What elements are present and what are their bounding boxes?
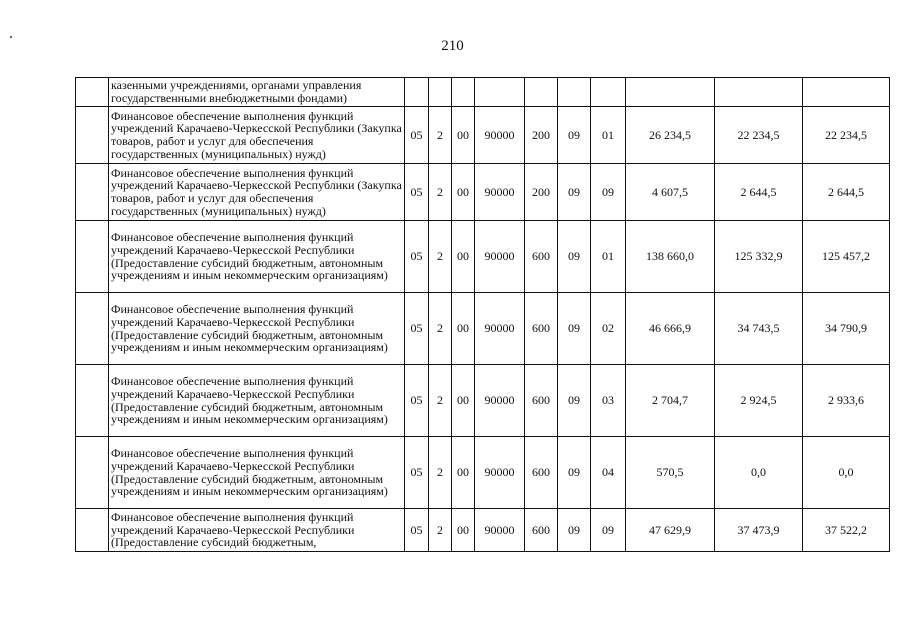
row-description: Финансовое обеспечение выполнения функций учреждений Карачаево-Черкесской Республики (Закупка товаров, работ и услуг для обеспечения государственных (муниципальных) нужд) <box>109 164 405 221</box>
code-section: 05 <box>405 509 429 552</box>
row-description: Финансовое обеспечение выполнения функций учреждений Карачаево-Черкесской Республики (Предоставление субсидий бюджетным, автономным учреждениям и иным некоммерческим организациям) <box>109 293 405 365</box>
code-program <box>429 78 452 107</box>
code-program: 2 <box>429 365 452 437</box>
page-number: 210 <box>441 38 464 54</box>
code-section: 05 <box>405 107 429 164</box>
code-expense-type: 600 <box>525 437 558 509</box>
code-expense-type: 200 <box>525 164 558 221</box>
amount-year-3: 2 644,5 <box>803 164 890 221</box>
amount-year-3: 37 522,2 <box>803 509 890 552</box>
code-direction: 90000 <box>475 107 525 164</box>
amount-year-1: 138 660,0 <box>626 221 715 293</box>
code-direction: 90000 <box>475 437 525 509</box>
row-number-cell <box>76 509 109 552</box>
code-subprogram: 00 <box>452 509 475 552</box>
code-subdivision: 01 <box>591 221 626 293</box>
amount-year-2: 34 743,5 <box>715 293 803 365</box>
code-program: 2 <box>429 107 452 164</box>
amount-year-3: 34 790,9 <box>803 293 890 365</box>
code-division: 09 <box>558 509 591 552</box>
code-division: 09 <box>558 164 591 221</box>
code-direction: 90000 <box>475 221 525 293</box>
code-subdivision: 02 <box>591 293 626 365</box>
code-section <box>405 78 429 107</box>
table-row <box>76 221 890 293</box>
amount-year-3: 2 933,6 <box>803 365 890 437</box>
code-subprogram: 00 <box>452 164 475 221</box>
code-division: 09 <box>558 221 591 293</box>
code-direction <box>475 78 525 107</box>
code-program: 2 <box>429 221 452 293</box>
amount-year-2: 2 924,5 <box>715 365 803 437</box>
code-expense-type: 600 <box>525 509 558 552</box>
row-number-cell <box>76 78 109 107</box>
row-description: Финансовое обеспечение выполнения функций учреждений Карачаево-Черкесской Республики (Предоставление субсидий бюджетным, автономным учреждениям и иным некоммерческим организациям) <box>109 221 405 293</box>
code-expense-type: 600 <box>525 293 558 365</box>
code-subdivision: 09 <box>591 164 626 221</box>
amount-year-1: 4 607,5 <box>626 164 715 221</box>
row-number-cell <box>76 437 109 509</box>
budget-table-body <box>76 78 890 552</box>
table-row <box>76 365 890 437</box>
code-program: 2 <box>429 164 452 221</box>
row-description: Финансовое обеспечение выполнения функций учреждений Карачаево-Черкесской Республики (Предоставление субсидий бюджетным, автономным учреждениям и иным некоммерческим организациям) <box>109 437 405 509</box>
amount-year-2 <box>715 78 803 107</box>
row-description: Финансовое обеспечение выполнения функций учреждений Карачаево-Черкесской Республики (Предоставление субсидий бюджетным, <box>109 509 405 552</box>
code-direction: 90000 <box>475 509 525 552</box>
code-section: 05 <box>405 365 429 437</box>
code-section: 05 <box>405 164 429 221</box>
table-row <box>76 509 890 552</box>
row-number-cell <box>76 221 109 293</box>
table-row <box>76 437 890 509</box>
code-subdivision: 04 <box>591 437 626 509</box>
code-subprogram: 00 <box>452 437 475 509</box>
amount-year-2: 125 332,9 <box>715 221 803 293</box>
code-program: 2 <box>429 509 452 552</box>
code-program: 2 <box>429 437 452 509</box>
amount-year-1: 570,5 <box>626 437 715 509</box>
code-subdivision: 01 <box>591 107 626 164</box>
code-division: 09 <box>558 365 591 437</box>
code-subprogram: 00 <box>452 221 475 293</box>
amount-year-1: 47 629,9 <box>626 509 715 552</box>
table-row <box>76 164 890 221</box>
amount-year-1: 26 234,5 <box>626 107 715 164</box>
amount-year-2: 37 473,9 <box>715 509 803 552</box>
code-subprogram: 00 <box>452 107 475 164</box>
row-description: Финансовое обеспечение выполнения функций учреждений Карачаево-Черкесской Республики (Закупка товаров, работ и услуг для обеспечения государственных (муниципальных) нужд) <box>109 107 405 164</box>
amount-year-3 <box>803 78 890 107</box>
amount-year-3: 125 457,2 <box>803 221 890 293</box>
code-direction: 90000 <box>475 365 525 437</box>
table-row <box>76 293 890 365</box>
code-program: 2 <box>429 293 452 365</box>
code-division: 09 <box>558 293 591 365</box>
code-section: 05 <box>405 437 429 509</box>
amount-year-3: 0,0 <box>803 437 890 509</box>
code-expense-type: 600 <box>525 365 558 437</box>
table-row <box>76 107 890 164</box>
amount-year-1: 2 704,7 <box>626 365 715 437</box>
code-expense-type: 200 <box>525 107 558 164</box>
code-section: 05 <box>405 221 429 293</box>
budget-table-wrapper <box>75 77 889 552</box>
code-division: 09 <box>558 437 591 509</box>
code-expense-type <box>525 78 558 107</box>
code-direction: 90000 <box>475 164 525 221</box>
code-expense-type: 600 <box>525 221 558 293</box>
row-number-cell <box>76 365 109 437</box>
amount-year-3: 22 234,5 <box>803 107 890 164</box>
code-subdivision <box>591 78 626 107</box>
code-direction: 90000 <box>475 293 525 365</box>
row-description: Финансовое обеспечение выполнения функций учреждений Карачаево-Черкесской Республики (Предоставление субсидий бюджетным, автономным учреждениям и иным некоммерческим организациям) <box>109 365 405 437</box>
code-section: 05 <box>405 293 429 365</box>
amount-year-2: 22 234,5 <box>715 107 803 164</box>
amount-year-2: 0,0 <box>715 437 803 509</box>
budget-table <box>75 77 890 552</box>
row-number-cell <box>76 107 109 164</box>
table-row <box>76 78 890 107</box>
code-subdivision: 09 <box>591 509 626 552</box>
code-division <box>558 78 591 107</box>
code-subdivision: 03 <box>591 365 626 437</box>
code-subprogram: 00 <box>452 365 475 437</box>
row-description: казенными учреждениями, органами управления государственными внебюджетными фондами) <box>109 78 405 107</box>
row-number-cell <box>76 293 109 365</box>
amount-year-2: 2 644,5 <box>715 164 803 221</box>
amount-year-1 <box>626 78 715 107</box>
row-number-cell <box>76 164 109 221</box>
amount-year-1: 46 666,9 <box>626 293 715 365</box>
code-subprogram <box>452 78 475 107</box>
code-subprogram: 00 <box>452 293 475 365</box>
code-division: 09 <box>558 107 591 164</box>
